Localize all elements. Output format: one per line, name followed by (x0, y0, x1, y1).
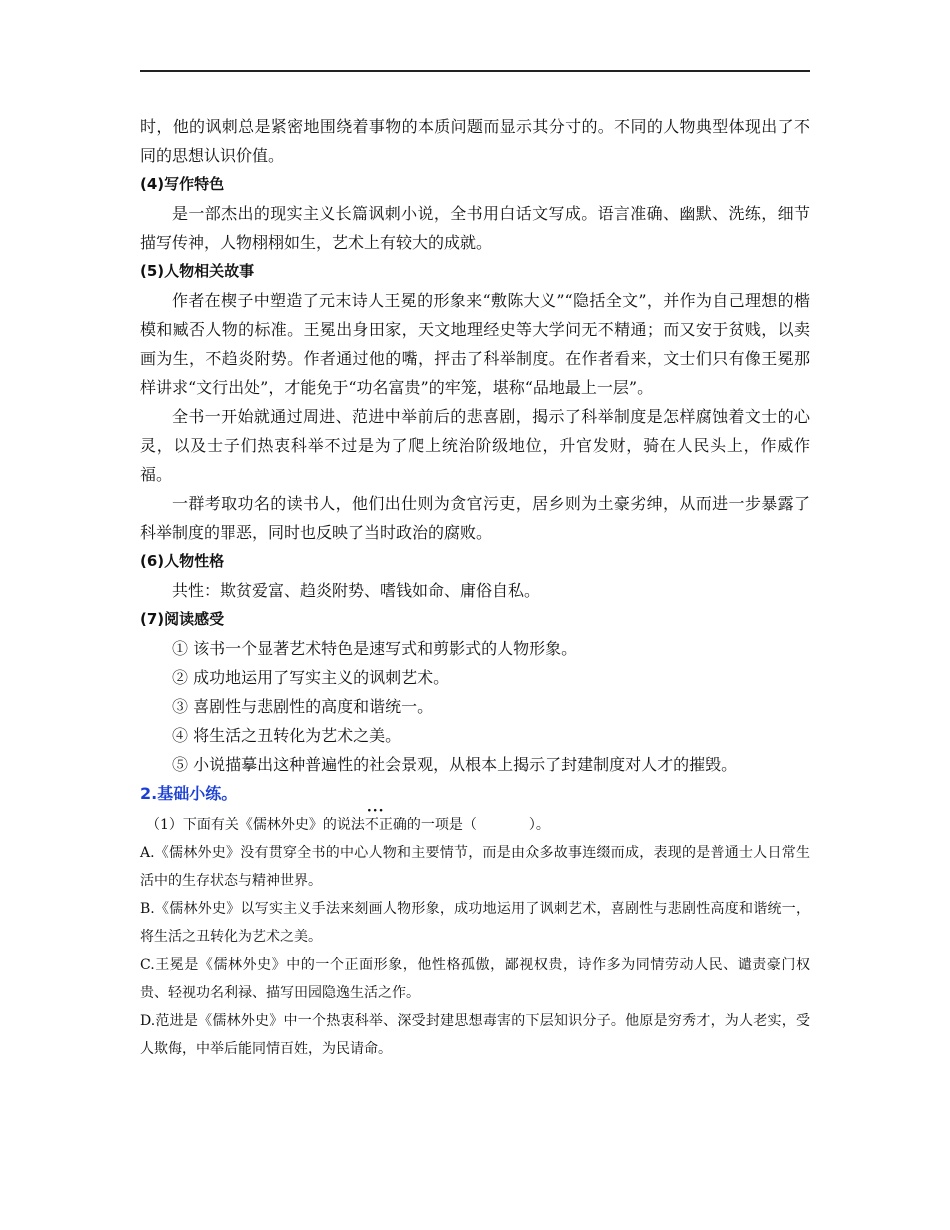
option-d: D.范进是《儒林外史》中一个热衷科举、深受封建思想毒害的下层知识分子。他原是穷秀才，为人老实，受人欺侮，中举后能同情百姓，为民请命。 (140, 1013, 810, 1057)
heading-character-stories: (5)人物相关故事 (140, 262, 255, 280)
option-a: A.《儒林外史》没有贯穿全书的中心人物和主要情节，而是由众多故事连缀而成，表现的是普通士人日常生活中的生存状态与精神世界。 (140, 845, 810, 889)
paragraph-zhou-fan: 全书一开始就通过周进、范进中举前后的悲喜剧，揭示了科举制度是怎样腐蚀着文士的心灵，以及士子们热衷科举不过是为了爬上统治阶级地位，升官发财，骑在人民头上，作威作福。 (140, 407, 810, 484)
question-suffix: 的一项是（ (406, 817, 477, 833)
question-end: ）。 (528, 817, 550, 833)
paragraph-writing-features: 是一部杰出的现实主义长篇讽刺小说，全书用白话文写成。语言准确、幽默、洗练，细节描写传神，人物栩栩如生，艺术上有较大的成就。 (140, 204, 810, 252)
heading-reading-feelings: (7)阅读感受 (140, 610, 225, 628)
section-title-exercise: 2.基础小练。 (140, 784, 238, 803)
list-item: ③ 喜剧性与悲剧性的高度和谐统一。 (172, 697, 434, 716)
question-stem (140, 811, 810, 839)
question-prefix: （1）下面有关《儒林外史》的说法 (146, 817, 365, 833)
heading-writing-features: (4)写作特色 (140, 175, 225, 193)
document-body (140, 112, 810, 1063)
heading-character-traits: (6)人物性格 (140, 552, 225, 570)
emphasis-dots: ··· 不正确 (365, 811, 407, 839)
header-rule (140, 70, 810, 72)
paragraph-common-traits: 共性：欺贫爱富、趋炎附势、嗜钱如命、庸俗自私。 (172, 581, 541, 600)
paragraph-wang-mian: 作者在楔子中塑造了元末诗人王冕的形象来“敷陈大义”“隐括全文”，并作为自己理想的楷模和臧否人物的标准。王冕出身田家，天文地理经史等大学问无不精通；而又安于贫贱，以卖画为生，不趋炎附势。作者通过他的嘴，抨击了科举制度。在作者看来，文士们只有像王冕那样讲求“文行出处”，才能免于“功名富贵”的牢笼，堪称“品地最上一层”。 (140, 291, 810, 397)
option-b: B.《儒林外史》以写实主义手法来刻画人物形象，成功地运用了讽刺艺术，喜剧性与悲剧性高度和谐统一，将生活之丑转化为艺术之美。 (140, 901, 810, 945)
list-item: ① 该书一个显著艺术特色是速写式和剪影式的人物形象。 (172, 639, 578, 658)
paragraph-scholars: 一群考取功名的读书人，他们出仕则为贪官污吏，居乡则为土豪劣绅，从而进一步暴露了科举制度的罪恶，同时也反映了当时政治的腐败。 (140, 494, 810, 542)
paragraph-continuation: 时，他的讽刺总是紧密地围绕着事物的本质问题而显示其分寸的。不同的人物典型体现出了不同的思想认识价值。 (140, 117, 810, 165)
list-item: ② 成功地运用了写实主义的讽刺艺术。 (172, 668, 450, 687)
list-item: ④ 将生活之丑转化为艺术之美。 (172, 726, 402, 745)
option-c: C.王冕是《儒林外史》中的一个正面形象，他性格孤傲，鄙视权贵，诗作多为同情劳动人民、谴责豪门权贵、轻视功名利禄、描写田园隐逸生活之作。 (140, 957, 810, 1001)
list-item: ⑤ 小说描摹出这种普遍性的社会景观，从根本上揭示了封建制度对人才的摧毁。 (172, 755, 738, 774)
